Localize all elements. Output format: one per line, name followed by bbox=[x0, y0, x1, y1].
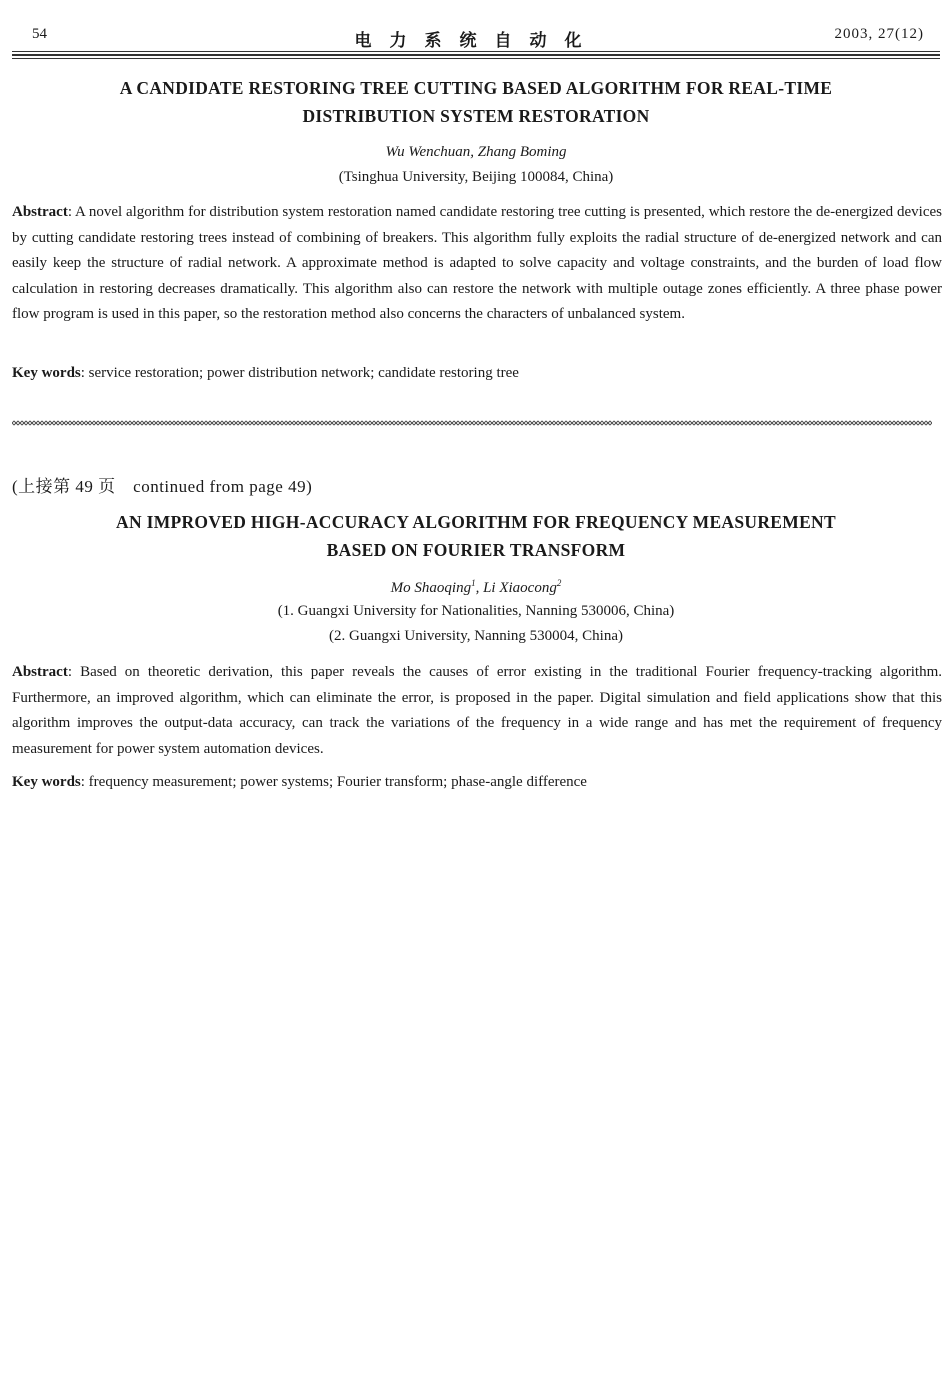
abstract-text: : Based on theoretic derivation, this paper reveals the causes of error existing in the traditional Fourier frequency-tracking algorithm. Furthermore, an improved algorithm, which can eliminate the error, is proposed in the paper. Digital simulation and field applications show that this algorithm improves the output-data accuracy, can track the variations of the frequency in a wide range and has met the requirement of frequency measurement for power system automation devices. bbox=[12, 664, 942, 757]
author-2-sup: 2 bbox=[556, 578, 562, 588]
article1-abstract bbox=[12, 200, 942, 328]
abstract-label: Abstract bbox=[12, 204, 68, 220]
issue-info: 2003, 27(12) bbox=[834, 26, 924, 42]
keywords-label: Key words bbox=[12, 774, 81, 790]
article2-title bbox=[40, 508, 912, 564]
journal-title: 电力系统自动化 bbox=[354, 31, 600, 50]
article2-affiliation-1: (1. Guangxi University for Nationalities, Nanning 530006, China) bbox=[277, 603, 675, 619]
keywords-text: : service restoration; power distribution network; candidate restoring tree bbox=[80, 365, 519, 381]
page-header bbox=[12, 22, 942, 52]
article2-title-line1: AN IMPROVED HIGH-ACCURACY ALGORITHM FOR FREQUENCY MEASUREMENT bbox=[116, 512, 836, 532]
author-1-sup: 1 bbox=[471, 578, 476, 588]
header-rule-thin bbox=[12, 51, 940, 52]
continued-note: (上接第 49 页 continued from page 49) bbox=[12, 477, 313, 496]
abstract-text: : A novel algorithm for distribution system restoration named candidate restoring tree cutting is presented, which restore the de-energized devices by cutting candidate restoring trees instead of combining of breakers. This algorithm fully exploits the radial structure of de-energized network and can easily keep the structure of radial network. A approximate method is adapted to solve capacity and voltage constraints, and the burden of load flow calculation in restoring decreases dramatically. This algorithm also can restore the network with multiple outage zones efficiently. A three phase power flow program is used in this paper, so the restoration method also concerns the characters of unbalanced system. bbox=[12, 204, 942, 323]
article2-affiliation-2: (2. Guangxi University, Nanning 530004, China) bbox=[329, 628, 623, 644]
article2-title-line2: BASED ON FOURIER TRANSFORM bbox=[326, 540, 626, 560]
keywords-text: : frequency measurement; power systems; Fourier transform; phase-angle difference bbox=[80, 774, 587, 790]
article2-abstract bbox=[12, 660, 942, 762]
header-rule-bottom bbox=[12, 58, 940, 59]
abstract-label: Abstract bbox=[12, 664, 68, 680]
article2-authors bbox=[40, 578, 912, 597]
article2-keywords bbox=[12, 774, 942, 791]
article1-affiliation: (Tsinghua University, Beijing 100084, China) bbox=[338, 169, 614, 185]
keywords-label: Key words bbox=[12, 365, 81, 381]
author-1: Mo Shaoqing bbox=[390, 580, 472, 596]
article1-title-line1: A CANDIDATE RESTORING TREE CUTTING BASED ALGORITHM FOR REAL-TIME bbox=[119, 78, 833, 98]
author-separator: , bbox=[475, 580, 484, 596]
article1-title-line2: DISTRIBUTION SYSTEM RESTORATION bbox=[302, 106, 650, 126]
header-rule-thick bbox=[12, 54, 940, 56]
ornamental-divider bbox=[12, 418, 932, 428]
article1-authors: Wu Wenchuan, Zhang Boming bbox=[385, 144, 567, 160]
author-2: Li Xiaocong bbox=[483, 580, 557, 596]
page-number: 54 bbox=[32, 26, 47, 42]
article1-keywords bbox=[12, 365, 942, 382]
article1-title bbox=[40, 74, 912, 130]
